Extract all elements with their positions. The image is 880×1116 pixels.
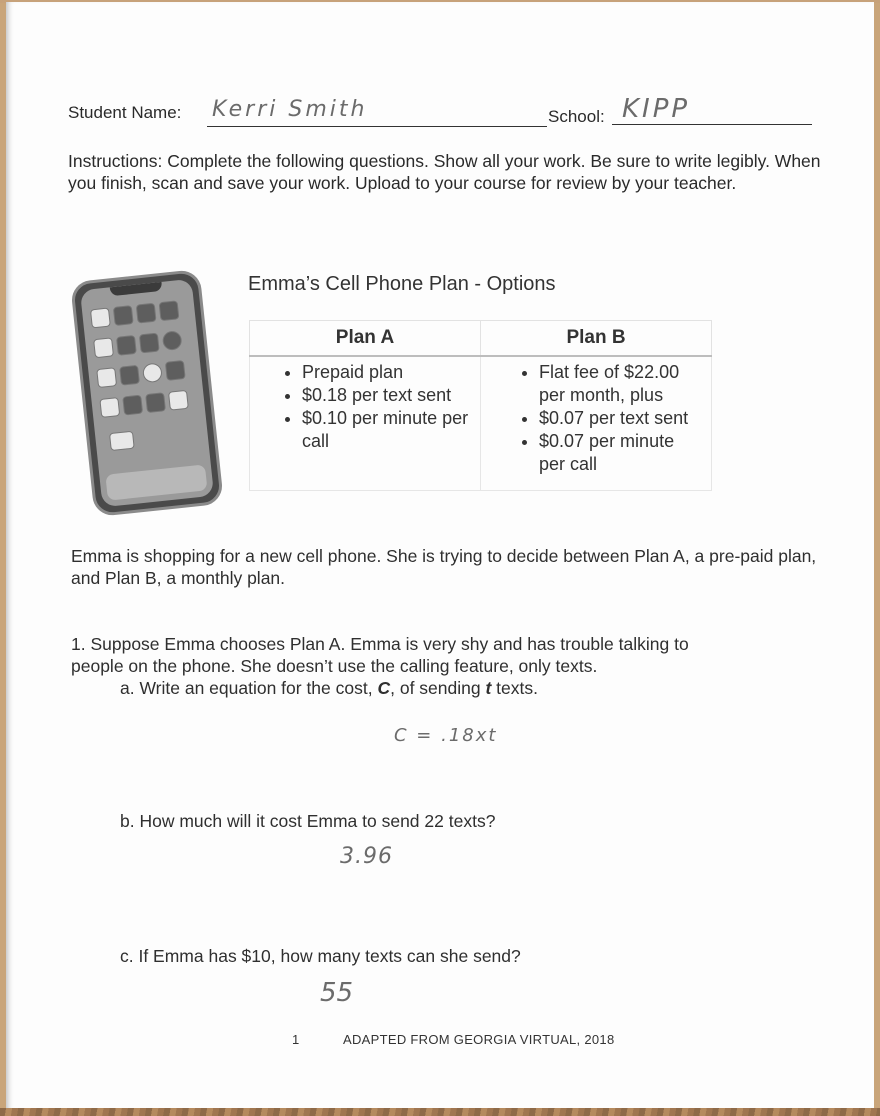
app-icon: [116, 335, 137, 356]
plan-b-header: Plan B: [481, 321, 712, 357]
plan-a-item: • $0.18 per text sent: [302, 384, 474, 407]
app-icon: [96, 367, 117, 388]
plan-table-title: Emma’s Cell Phone Plan - Options: [248, 273, 556, 295]
variable-c: C: [377, 678, 391, 698]
answer-1c[interactable]: 55: [320, 978, 354, 1008]
app-icon: [93, 337, 114, 358]
question-1a-text: , of sending: [390, 678, 486, 698]
plan-a-header: Plan A: [250, 321, 481, 357]
app-icon: [145, 392, 166, 413]
plan-comparison-table: [249, 320, 712, 491]
answer-1a[interactable]: C = .18xt: [394, 725, 498, 746]
plan-b-item: • $0.07 per minute per call: [539, 430, 705, 476]
heart-icon: [99, 397, 120, 418]
question-1c-prompt: c. If Emma has $10, how many texts can she send?: [120, 946, 521, 966]
notes-widget-icon: [109, 431, 135, 451]
question-1-line-1: 1. Suppose Emma chooses Plan A. Emma is very shy and has trouble talking to: [71, 634, 689, 654]
app-icon: [139, 333, 160, 354]
app-icon: [90, 308, 111, 329]
desk-surface-bottom: [0, 1108, 880, 1116]
plan-b-item: • $0.07 per text sent: [539, 407, 705, 430]
intro-paragraph: Emma is shopping for a new cell phone. She is trying to decide between Plan A, a pre-paid plan, and Plan B, a monthly plan.: [71, 546, 817, 588]
variable-t: t: [485, 678, 492, 698]
answer-1b[interactable]: 3.96: [340, 844, 393, 869]
plan-a-details: [250, 356, 481, 491]
star-icon: [122, 395, 143, 416]
settings-icon: [162, 330, 183, 351]
app-icon: [119, 365, 140, 386]
smartphone-icon: [70, 269, 224, 517]
question-1-line-2: people on the phone. She doesn’t use the calling feature, only texts.: [71, 656, 598, 676]
question-1a-text: a. Write an equation for the cost,: [120, 678, 378, 698]
question-1a-prompt: [120, 678, 538, 699]
question-1b-prompt: b. How much will it cost Emma to send 22 texts?: [120, 811, 496, 831]
footer-credit: ADAPTED FROM GEORGIA VIRTUAL, 2018: [343, 1032, 615, 1047]
school-underline: [612, 124, 812, 125]
page-number: 1: [292, 1032, 300, 1047]
app-icon: [136, 303, 157, 324]
school-label: School:: [548, 107, 605, 126]
clock-icon: [142, 362, 163, 383]
plan-a-item: • $0.10 per minute per call: [302, 407, 474, 453]
search-icon: [168, 390, 189, 411]
plan-b-item: • Flat fee of $22.00 per month, plus: [539, 361, 705, 407]
phone-screen: [80, 279, 214, 508]
student-name-label: Student Name:: [68, 103, 182, 122]
school-value[interactable]: KIPP: [622, 94, 691, 124]
phone-dock: [105, 464, 207, 500]
tv-icon: [165, 360, 186, 381]
student-name-value[interactable]: Kerri Smith: [212, 97, 368, 122]
student-name-underline: [207, 126, 547, 127]
question-1a-text: texts.: [491, 678, 538, 698]
app-icon: [113, 305, 134, 326]
plan-a-item: • Prepaid plan: [302, 361, 474, 384]
app-icon: [159, 300, 180, 321]
phone-notch: [110, 282, 163, 296]
plan-b-details: [481, 356, 712, 491]
instructions-text: Instructions: Complete the following questions. Show all your work. Be sure to write legibly. When you finish, scan and save your work. Upload to your course for review by your teacher.: [68, 151, 821, 193]
